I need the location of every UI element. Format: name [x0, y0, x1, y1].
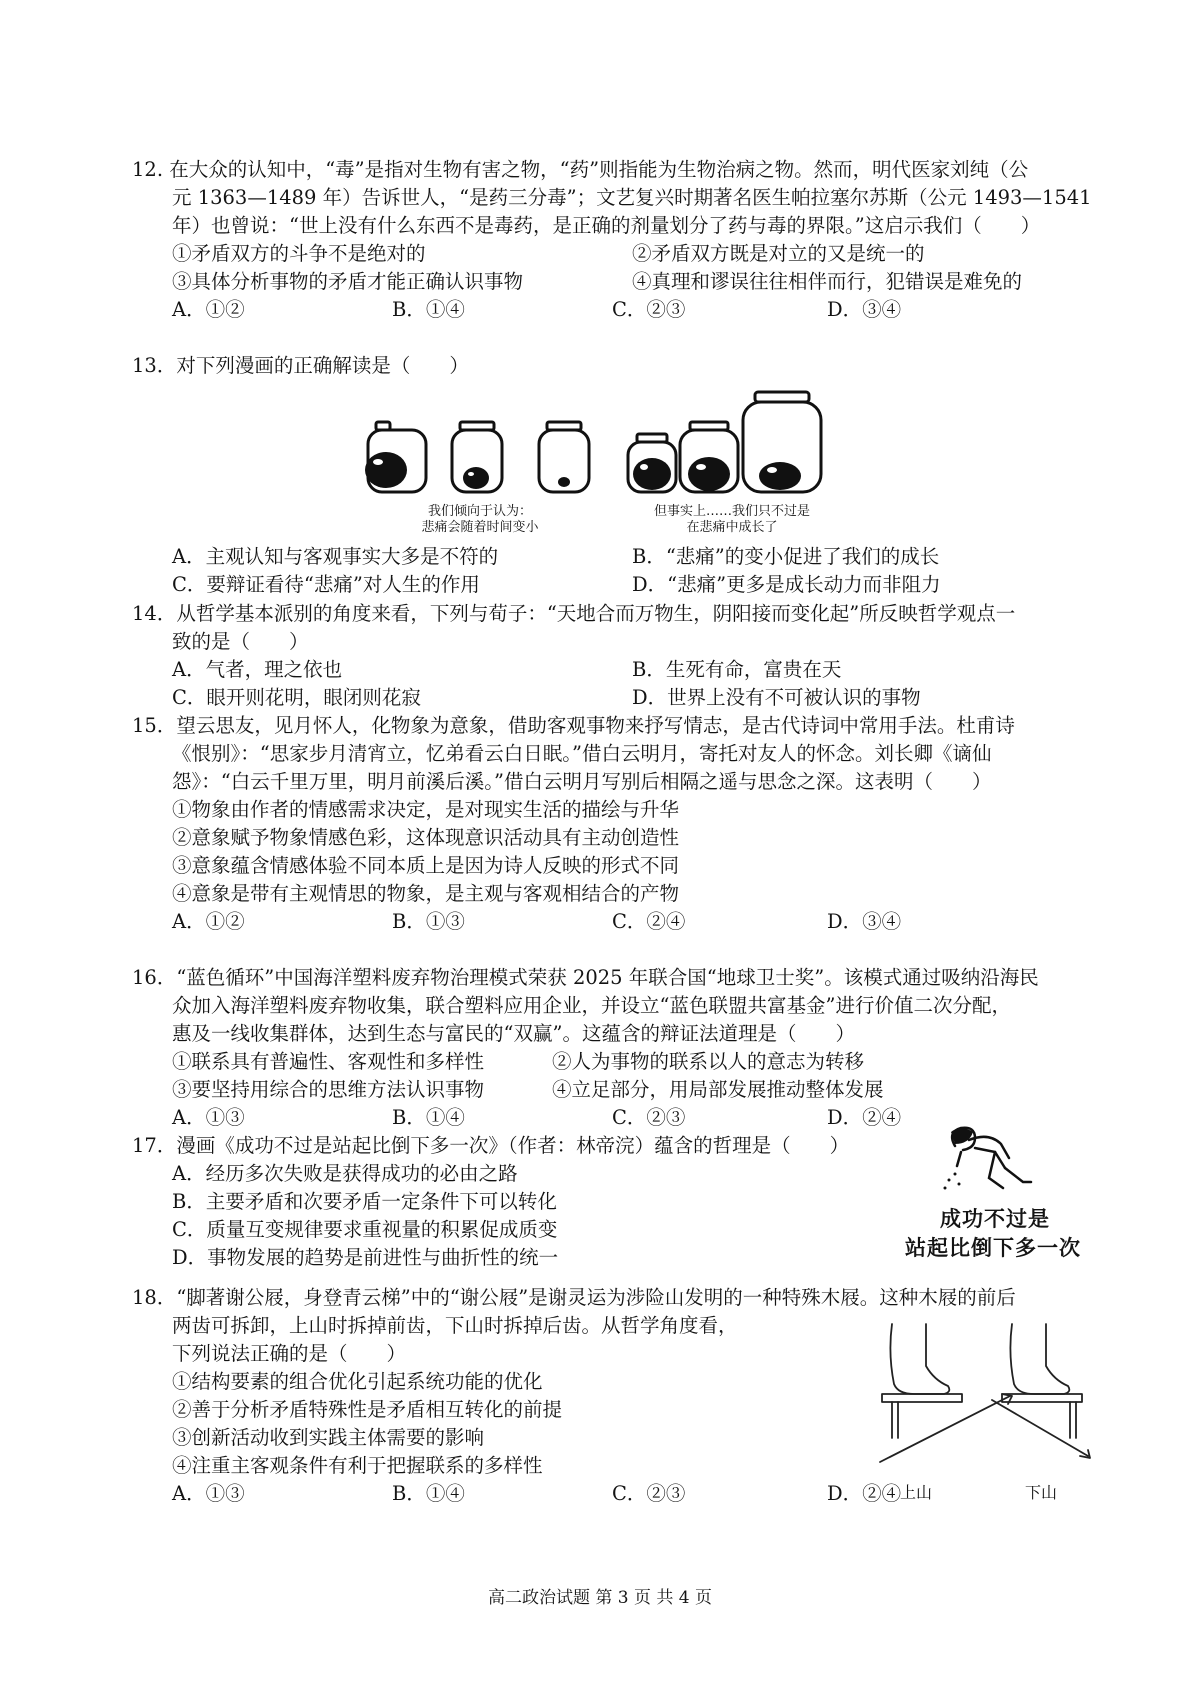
q16-stem-line: 众加入海洋塑料废弃物收集，联合塑料应用企业，并设立“蓝色联盟共富基金”进行价值二次分配， [172, 994, 1011, 1017]
q14-stem-line: 致的是（ ） [172, 630, 309, 653]
page-footer: 高二政治试题 第 3 页 共 4 页 [487, 1588, 713, 1608]
fig-label-uphill: 上山 [900, 1483, 933, 1502]
q14-choice-b: B．生死有命，富贵在天 [632, 658, 842, 681]
q12-item: ④真理和谬误往往相伴而行，犯错误是难免的 [632, 270, 1023, 293]
q14-choice-c: C．眼开则花明，眼闭则花寂 [172, 686, 421, 709]
q15-item: ③意象蕴含情感体验不同本质上是因为诗人反映的形式不同 [172, 854, 680, 877]
kneeling-figure-cartoon [925, 1118, 1035, 1198]
q18-choice-a: A．①③ [172, 1482, 245, 1505]
q16-item: ④立足部分，用局部发展推动整体发展 [552, 1078, 884, 1101]
q17-choice-c: C．质量互变规律要求重视量的积累促成质变 [172, 1218, 558, 1241]
q15-stem-line: 《恨别》：“思家步月清宵立，忆弟看云白日眠。”借白云明月，寄托对友人的怀念。刘长卿《谪仙 [172, 742, 992, 765]
q14-stem-line: 14．从哲学基本派别的角度来看，下列与荀子：“天地合而万物生，阴阳接而变化起”所反映哲学观点一 [132, 602, 1016, 625]
q12-item: ①矛盾双方的斗争不是绝对的 [172, 242, 426, 265]
q15-item: ②意象赋予物象情感色彩，这体现意识活动具有主动创造性 [172, 826, 680, 849]
q12-choice-c: C．②③ [612, 298, 686, 321]
q18-choice-b: B．①④ [392, 1482, 465, 1505]
q18-stem-line: 18．“脚著谢公屐，身登青云梯”中的“谢公屐”是谢灵运为涉险山发明的一种特殊木屐。这种木屐的前后 [132, 1286, 1016, 1309]
q13-choice-d: D．“悲痛”更多是成长动力而非阻力 [632, 573, 941, 596]
q15-choice-d: D．③④ [827, 910, 902, 933]
q18-stem-line: 两齿可拆卸，上山时拆掉前齿，下山时拆掉后齿。从哲学角度看， [172, 1314, 738, 1337]
q18-item: ②善于分析矛盾特殊性是矛盾相互转化的前提 [172, 1398, 563, 1421]
q16-choice-b: B．①④ [392, 1106, 465, 1129]
q15-choice-a: A．①② [172, 910, 245, 933]
clog-figure [862, 1320, 1092, 1470]
q12-stem-line: 12. 在大众的认知中，“毒”是指对生物有害之物，“药”则指能为生物治病之物。然而，明代医家刘纯（公 [132, 158, 1029, 181]
q16-choice-c: C．②③ [612, 1106, 686, 1129]
q15-choice-c: C．②④ [612, 910, 686, 933]
q17-choice-a: A．经历多次失败是获得成功的必由之路 [172, 1162, 518, 1185]
fig-label-downhill: 下山 [1025, 1483, 1058, 1502]
q16-item: ③要坚持用综合的思维方法认识事物 [172, 1078, 485, 1101]
jar-cartoon [360, 390, 860, 500]
q15-item: ①物象由作者的情感需求决定，是对现实生活的描绘与升华 [172, 798, 680, 821]
q13-stem: 13．对下列漫画的正确解读是（ ） [132, 354, 469, 377]
q15-item: ④意象是带有主观情思的物象，是主观与客观相结合的产物 [172, 882, 680, 905]
q12-choice-a: A．①② [172, 298, 245, 321]
caption-line: 悲痛会随着时间变小 [421, 520, 539, 535]
q18-choice-c: C．②③ [612, 1482, 686, 1505]
q18-item: ③创新活动收到实践主体需要的影响 [172, 1426, 485, 1449]
cartoon-caption-line1: 成功不过是 [940, 1207, 1050, 1231]
q17-stem: 17．漫画《成功不过是站起比倒下多一次》（作者：林帝浣）蕴含的哲理是（ ） [132, 1134, 850, 1157]
q18-item: ①结构要素的组合优化引起系统功能的优化 [172, 1370, 543, 1393]
q16-item: ①联系具有普遍性、客观性和多样性 [172, 1050, 485, 1073]
q12-stem-line: 元 1363—1489 年）告诉世人，“是药三分毒”；文艺复兴时期著名医生帕拉塞尔苏斯（公元 1493—1541 [172, 186, 1092, 209]
q16-item: ②人为事物的联系以人的意志为转移 [552, 1050, 865, 1073]
q16-choice-d: D．②④ [827, 1106, 902, 1129]
q16-choice-a: A．①③ [172, 1106, 245, 1129]
q17-choice-d: D．事物发展的趋势是前进性与曲折性的统一 [172, 1246, 559, 1269]
q15-stem-line: 15．望云思友，见月怀人，化物象为意象，借助客观事物来抒写情志，是古代诗词中常用手法。杜甫诗 [132, 714, 1015, 737]
q12-choice-b: B．①④ [392, 298, 465, 321]
q17-choice-b: B．主要矛盾和次要矛盾一定条件下可以转化 [172, 1190, 557, 1213]
caption-line: 我们倾向于认为： [427, 504, 532, 519]
q18-item: ④注重主客观条件有利于把握联系的多样性 [172, 1454, 543, 1477]
q12-choice-d: D．③④ [827, 298, 902, 321]
q16-stem-line: 惠及一线收集群体，达到生态与富民的“双赢”。这蕴含的辩证法道理是（ ） [172, 1022, 855, 1045]
q13-choice-b: B．“悲痛”的变小促进了我们的成长 [632, 545, 940, 568]
q13-choice-c: C．要辩证看待“悲痛”对人生的作用 [172, 573, 480, 596]
q12-stem-line: 年）也曾说：“世上没有什么东西不是毒药，是正确的剂量划分了药与毒的界限。”这启示我们（ ） [172, 214, 1041, 237]
jar-caption-right [632, 504, 832, 536]
q15-stem-line: 怨》：“白云千里万里，明月前溪后溪。”借白云明月写别后相隔之遥与思念之深。这表明（ ） [172, 770, 992, 793]
q16-stem-line: 16．“蓝色循环”中国海洋塑料废弃物治理模式荣获 2025 年联合国“地球卫士奖”。该模式通过吸纳沿海民 [132, 966, 1039, 989]
q15-choice-b: B．①③ [392, 910, 465, 933]
jar-caption-left [395, 504, 565, 536]
q18-choice-d: D．②④ [827, 1482, 902, 1505]
cartoon-caption-line2: 站起比倒下多一次 [905, 1236, 1081, 1260]
q13-choice-a: A．主观认知与客观事实大多是不符的 [172, 545, 499, 568]
q12-item: ②矛盾双方既是对立的又是统一的 [632, 242, 925, 265]
q14-choice-a: A．气者，理之依也 [172, 658, 343, 681]
q18-stem-line: 下列说法正确的是（ ） [172, 1342, 407, 1365]
caption-line: 在悲痛中成长了 [686, 520, 778, 535]
q14-choice-d: D．世界上没有不可被认识的事物 [632, 686, 921, 709]
caption-line: 但事实上……我们只不过是 [653, 504, 810, 519]
q12-item: ③具体分析事物的矛盾才能正确认识事物 [172, 270, 524, 293]
